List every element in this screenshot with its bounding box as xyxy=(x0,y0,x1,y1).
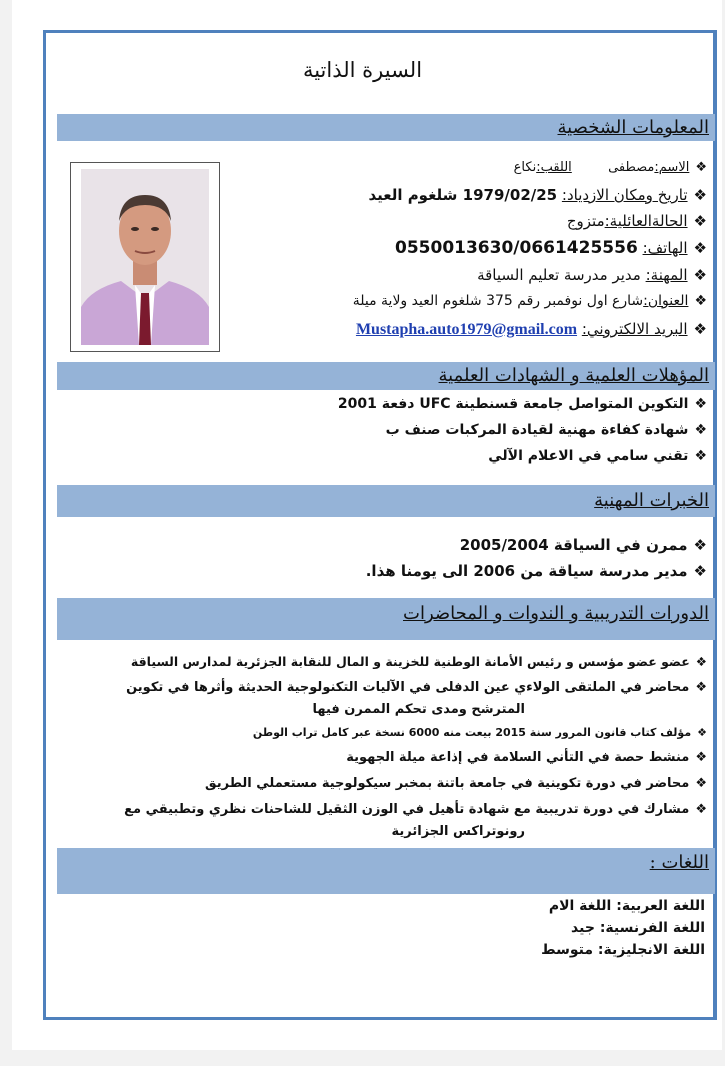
section-title: المؤهلات العلمية و الشهادات العلمية xyxy=(438,365,709,386)
qualification-item xyxy=(386,422,707,438)
qualification-item xyxy=(488,448,707,464)
bullet-icon: ❖ xyxy=(693,562,707,580)
course-item xyxy=(124,802,707,817)
qualification-text: تقني سامي في الاعلام الآلي xyxy=(488,448,689,464)
language-item xyxy=(571,920,705,936)
marital-label: الحالةالعائلية: xyxy=(604,212,688,230)
qualification-item xyxy=(338,396,707,412)
marital-value: متزوج xyxy=(566,212,605,230)
bullet-icon: ❖ xyxy=(695,802,707,817)
personal-email-row xyxy=(356,320,707,339)
personal-marital-row xyxy=(567,212,707,230)
qualification-text: التكوين المتواصل جامعة قسنطينة UFC دفعة 2001 xyxy=(337,396,689,412)
language-text: اللغة العربية: اللغة الام xyxy=(548,898,705,914)
section-title: المعلومات الشخصية xyxy=(557,117,709,138)
section-header-courses xyxy=(57,598,715,640)
section-header-experience xyxy=(57,485,715,517)
course-item xyxy=(126,680,707,695)
experience-text: ممرن في السياقة 2005/2004 xyxy=(459,536,688,554)
bullet-icon: ❖ xyxy=(693,212,707,230)
phone-label: الهاتف: xyxy=(642,239,688,257)
bullet-icon: ❖ xyxy=(694,448,707,464)
course-item xyxy=(346,750,707,765)
course-item-continuation xyxy=(392,824,525,839)
bullet-icon: ❖ xyxy=(693,186,707,204)
bullet-icon: ❖ xyxy=(695,680,707,695)
personal-birth-row xyxy=(368,186,707,204)
course-text: مشارك في دورة تدريبية مع شهادة تأهيل في الوزن الثقيل للشاحنات نظري وتطبيقي مع xyxy=(124,802,690,817)
section-header-languages xyxy=(57,848,715,894)
section-title: اللغات : xyxy=(649,852,709,873)
bullet-icon: ❖ xyxy=(693,320,707,338)
name-value: مصطفى xyxy=(608,160,655,175)
course-text: محاضر في دورة تكوينية في جامعة باتنة بمخبر سيكولوجية مستعملي الطريق xyxy=(205,776,690,791)
qualification-text: شهادة كفاءة مهنية لقيادة المركبات صنف ب xyxy=(385,422,689,438)
email-link[interactable]: Mustapha.auto1979@gmail.com xyxy=(355,321,578,338)
section-title: الخبرات المهنية xyxy=(594,490,709,511)
personal-name-row xyxy=(514,160,707,175)
job-label: المهنة: xyxy=(645,266,688,284)
birth-value: 1979/02/25 شلغوم العيد xyxy=(368,186,558,204)
language-item xyxy=(549,898,705,914)
section-title: الدورات التدريبية و الندوات و المحاضرات xyxy=(403,603,709,624)
job-value: مدير مدرسة تعليم السياقة xyxy=(477,266,641,284)
bullet-icon: ❖ xyxy=(694,293,707,309)
course-text: محاضر في الملتقى الولاءي عين الدفلى في الآليات التكنولوجية الحديثة وأثرها في تكوين xyxy=(126,680,690,695)
bullet-icon: ❖ xyxy=(695,654,707,669)
experience-item xyxy=(460,536,707,554)
bullet-icon: ❖ xyxy=(693,266,707,284)
bullet-icon: ❖ xyxy=(693,536,707,554)
person-photo-icon xyxy=(81,169,209,345)
personal-job-row xyxy=(477,266,707,284)
language-item xyxy=(541,942,705,958)
personal-address-row xyxy=(353,293,707,309)
course-item xyxy=(253,726,707,739)
bullet-icon: ❖ xyxy=(695,160,707,175)
experience-item xyxy=(366,562,707,580)
email-label: البريد الالكتروني: xyxy=(581,320,688,338)
course-text: المترشح ومدى تحكم الممرن فيها xyxy=(312,702,525,717)
surname-value: نكاع xyxy=(513,160,537,175)
language-text: اللغة الانجليزية: متوسط xyxy=(541,942,705,958)
section-header-personal xyxy=(57,114,715,141)
course-item xyxy=(131,654,707,669)
bullet-icon: ❖ xyxy=(694,396,707,412)
address-value: شارع اول نوفمبر رقم 375 شلغوم العيد ولاية ميلة xyxy=(352,293,644,309)
course-text: منشط حصة في التأني السلامة في إذاعة ميلة الجهوية xyxy=(346,750,690,765)
surname-label: اللقب: xyxy=(536,160,572,175)
bullet-icon: ❖ xyxy=(695,776,707,791)
language-text: اللغة الفرنسية: جيد xyxy=(571,920,705,936)
bullet-icon: ❖ xyxy=(697,726,707,739)
course-item xyxy=(205,776,707,791)
bullet-icon: ❖ xyxy=(695,750,707,765)
profile-photo xyxy=(70,162,220,352)
personal-phone-row xyxy=(395,238,707,258)
name-label: الاسم: xyxy=(654,160,690,175)
course-item-continuation xyxy=(313,702,526,717)
birth-label: تاريخ ومكان الازدياد: xyxy=(561,186,688,204)
course-text: رونوتراكس الجزائرية xyxy=(391,824,525,839)
experience-text: مدير مدرسة سياقة من 2006 الى يومنا هذا. xyxy=(365,562,688,580)
course-text: مؤلف كتاب قانون المرور سنة 2015 بيعت منه 6000 نسخة عبر كامل تراب الوطن xyxy=(252,726,692,739)
cv-title: السيرة الذاتية xyxy=(302,58,423,82)
address-label: العنوان: xyxy=(643,293,689,309)
phone-value: 0550013630/0661425556 xyxy=(395,238,638,258)
bullet-icon: ❖ xyxy=(694,422,707,438)
section-header-qualifications xyxy=(57,362,715,390)
course-text: عضو عضو مؤسس و رئيس الأمانة الوطنية للخزينة و المال للنقابة الجزئرية لمدارس السياقة xyxy=(130,654,690,669)
bullet-icon: ❖ xyxy=(693,239,707,257)
